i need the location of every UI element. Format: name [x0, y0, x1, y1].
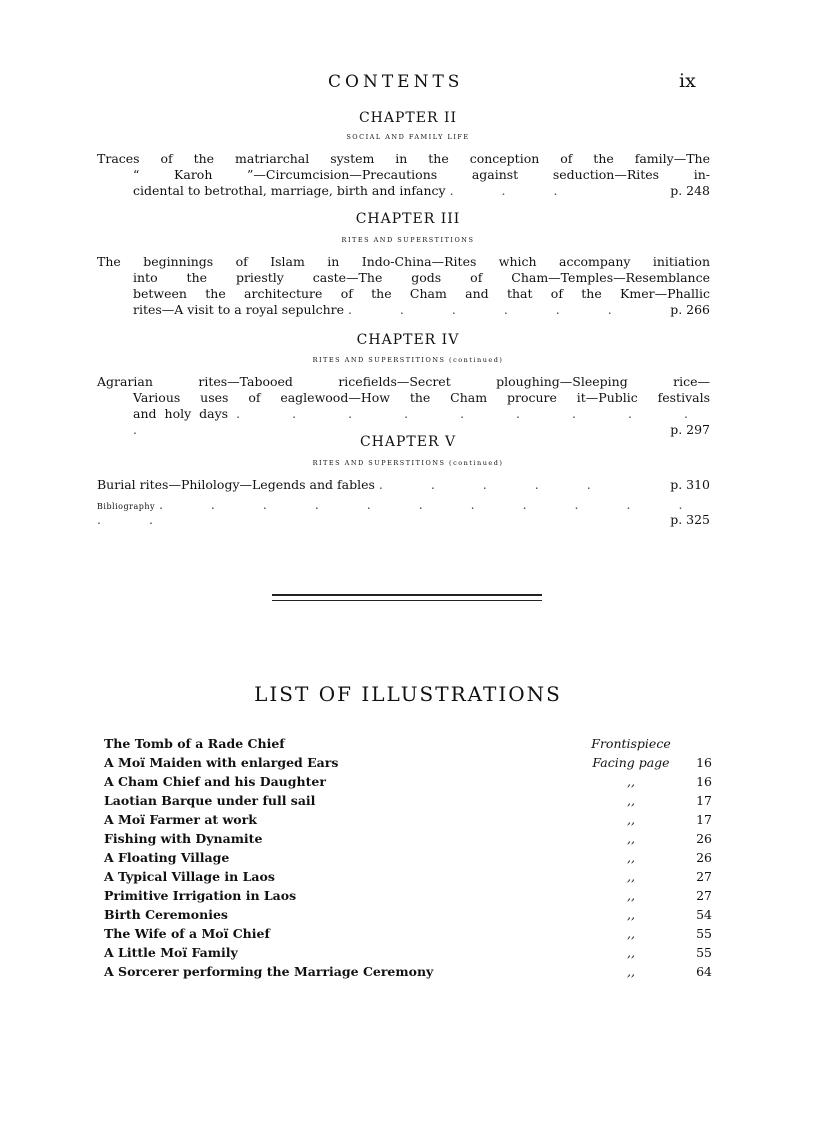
- chapter-page-ref: p. 310: [670, 477, 710, 492]
- chapter-heading: CHAPTER IV: [356, 332, 460, 348]
- bibliography-page-ref: p. 325: [670, 512, 710, 527]
- illustration-reference: ,,: [627, 964, 635, 979]
- illustration-caption: A Little Moï Family: [104, 945, 238, 960]
- illustration-entry: [104, 736, 712, 755]
- running-header-page-number: ix: [679, 70, 696, 92]
- illustration-entry: [104, 964, 712, 983]
- illustration-page-number: 55: [696, 945, 712, 960]
- summary-text: rites—A visit to a royal sepulchre: [133, 302, 344, 317]
- chapter-heading: CHAPTER V: [359, 434, 457, 450]
- illustration-entry: [104, 755, 712, 774]
- illustration-page-number: 17: [696, 812, 712, 827]
- illustration-entry: [104, 850, 712, 869]
- summary-line: into the priestly caste—The gods of Cham—Temples—Resemblance: [133, 270, 710, 285]
- illustration-entry: [104, 907, 712, 926]
- illustration-entry: [104, 926, 712, 945]
- summary-line: between the architecture of the Cham and that of the Kmer—Phallic: [133, 286, 710, 301]
- illustration-caption: A Sorcerer performing the Marriage Ceremony: [104, 964, 434, 979]
- illustration-page-number: 54: [696, 907, 712, 922]
- illustration-caption: A Moï Maiden with enlarged Ears: [104, 755, 339, 770]
- chapter-heading: CHAPTER III: [355, 211, 461, 227]
- illustration-entry: [104, 774, 712, 793]
- summary-line: cidental to betrothal, marriage, birth and infancy . . . p. 248: [133, 183, 710, 198]
- illustration-caption: A Cham Chief and his Daughter: [104, 774, 326, 789]
- illustration-reference: ,,: [627, 850, 635, 865]
- chapter-summary: [97, 151, 710, 199]
- divider-rule: [272, 594, 542, 596]
- summary-line: The beginnings of Islam in Indo-China—Rites which accompany initiation: [97, 254, 710, 269]
- chapter-summary: [97, 254, 710, 318]
- chapter-subtitle: RITES AND SUPERSTITIONS: [341, 236, 475, 244]
- illustrations-title: LIST OF ILLUSTRATIONS: [254, 682, 562, 706]
- summary-text: Burial rites—Philology—Legends and fables: [97, 477, 375, 492]
- illustration-reference: ,,: [627, 888, 635, 903]
- illustration-reference: Frontispiece: [591, 736, 671, 751]
- illustration-entry: [104, 945, 712, 964]
- chapter-summary: [97, 374, 710, 438]
- chapter-subtitle: SOCIAL AND FAMILY LIFE: [346, 133, 470, 141]
- illustration-reference: ,,: [627, 812, 635, 827]
- illustration-page-number: 16: [696, 755, 712, 770]
- illustration-page-number: 64: [696, 964, 712, 979]
- illustration-reference: ,,: [627, 907, 635, 922]
- summary-line: Traces of the matriarchal system in the conception of the family—The: [97, 151, 710, 166]
- illustration-reference: Facing page: [592, 755, 670, 770]
- illustration-page-number: 16: [696, 774, 712, 789]
- chapter-heading: CHAPTER II: [358, 110, 458, 126]
- illustration-entry: [104, 888, 712, 907]
- illustration-caption: The Wife of a Moï Chief: [104, 926, 270, 941]
- summary-text: cidental to betrothal, marriage, birth and infancy: [133, 183, 446, 198]
- bibliography-label: Bibliography: [97, 502, 155, 511]
- illustration-page-number: 27: [696, 888, 712, 903]
- divider-rule: [272, 600, 542, 601]
- illustration-caption: Primitive Irrigation in Laos: [104, 888, 297, 903]
- illustration-reference: ,,: [627, 793, 635, 808]
- summary-line: and holy days . . . . . . . . . . p. 297: [133, 406, 710, 437]
- chapter-subtitle: RITES AND SUPERSTITIONS (continued): [312, 356, 504, 364]
- illustration-page-number: 27: [696, 869, 712, 884]
- summary-line: Various uses of eaglewood—How the Cham procure it—Public festivals: [133, 390, 710, 405]
- chapter-subtitle: RITES AND SUPERSTITIONS (continued): [312, 459, 504, 467]
- chapter-summary: Burial rites—Philology—Legends and fables . . . . . p. 310: [97, 477, 710, 492]
- chapter-page-ref: p. 297: [670, 422, 710, 437]
- summary-text: and holy days: [133, 406, 229, 421]
- illustration-entry: [104, 793, 712, 812]
- illustration-page-number: 26: [696, 831, 712, 846]
- illustration-caption: Laotian Barque under full sail: [104, 793, 316, 808]
- illustration-entry: [104, 869, 712, 888]
- chapter-page-ref: p. 266: [670, 302, 710, 317]
- illustration-page-number: 17: [696, 793, 712, 808]
- illustration-reference: ,,: [627, 926, 635, 941]
- illustration-reference: ,,: [627, 945, 635, 960]
- illustration-reference: ,,: [627, 869, 635, 884]
- illustration-caption: A Floating Village: [104, 850, 230, 865]
- illustration-caption: A Moï Farmer at work: [104, 812, 257, 827]
- bibliography-entry: Bibliography . . . . . . . . . . . . . p. 325: [97, 497, 710, 527]
- running-header-title: CONTENTS: [328, 72, 464, 92]
- illustration-caption: Fishing with Dynamite: [104, 831, 263, 846]
- illustration-reference: ,,: [627, 831, 635, 846]
- illustration-reference: ,,: [627, 774, 635, 789]
- summary-line: “ Karoh ”—Circumcision—Precautions against seduction—Rites in-: [133, 167, 710, 182]
- summary-line: Agrarian rites—Tabooed ricefields—Secret ploughing—Sleeping rice—: [97, 374, 710, 389]
- illustration-entry: [104, 831, 712, 850]
- illustration-page-number: 26: [696, 850, 712, 865]
- illustration-caption: A Typical Village in Laos: [104, 869, 275, 884]
- chapter-page-ref: p. 248: [670, 183, 710, 198]
- illustration-caption: Birth Ceremonies: [104, 907, 228, 922]
- illustration-page-number: 55: [696, 926, 712, 941]
- illustration-caption: The Tomb of a Rade Chief: [104, 736, 285, 751]
- illustration-entry: [104, 812, 712, 831]
- summary-line: rites—A visit to a royal sepulchre . . . . . . p. 266: [133, 302, 710, 317]
